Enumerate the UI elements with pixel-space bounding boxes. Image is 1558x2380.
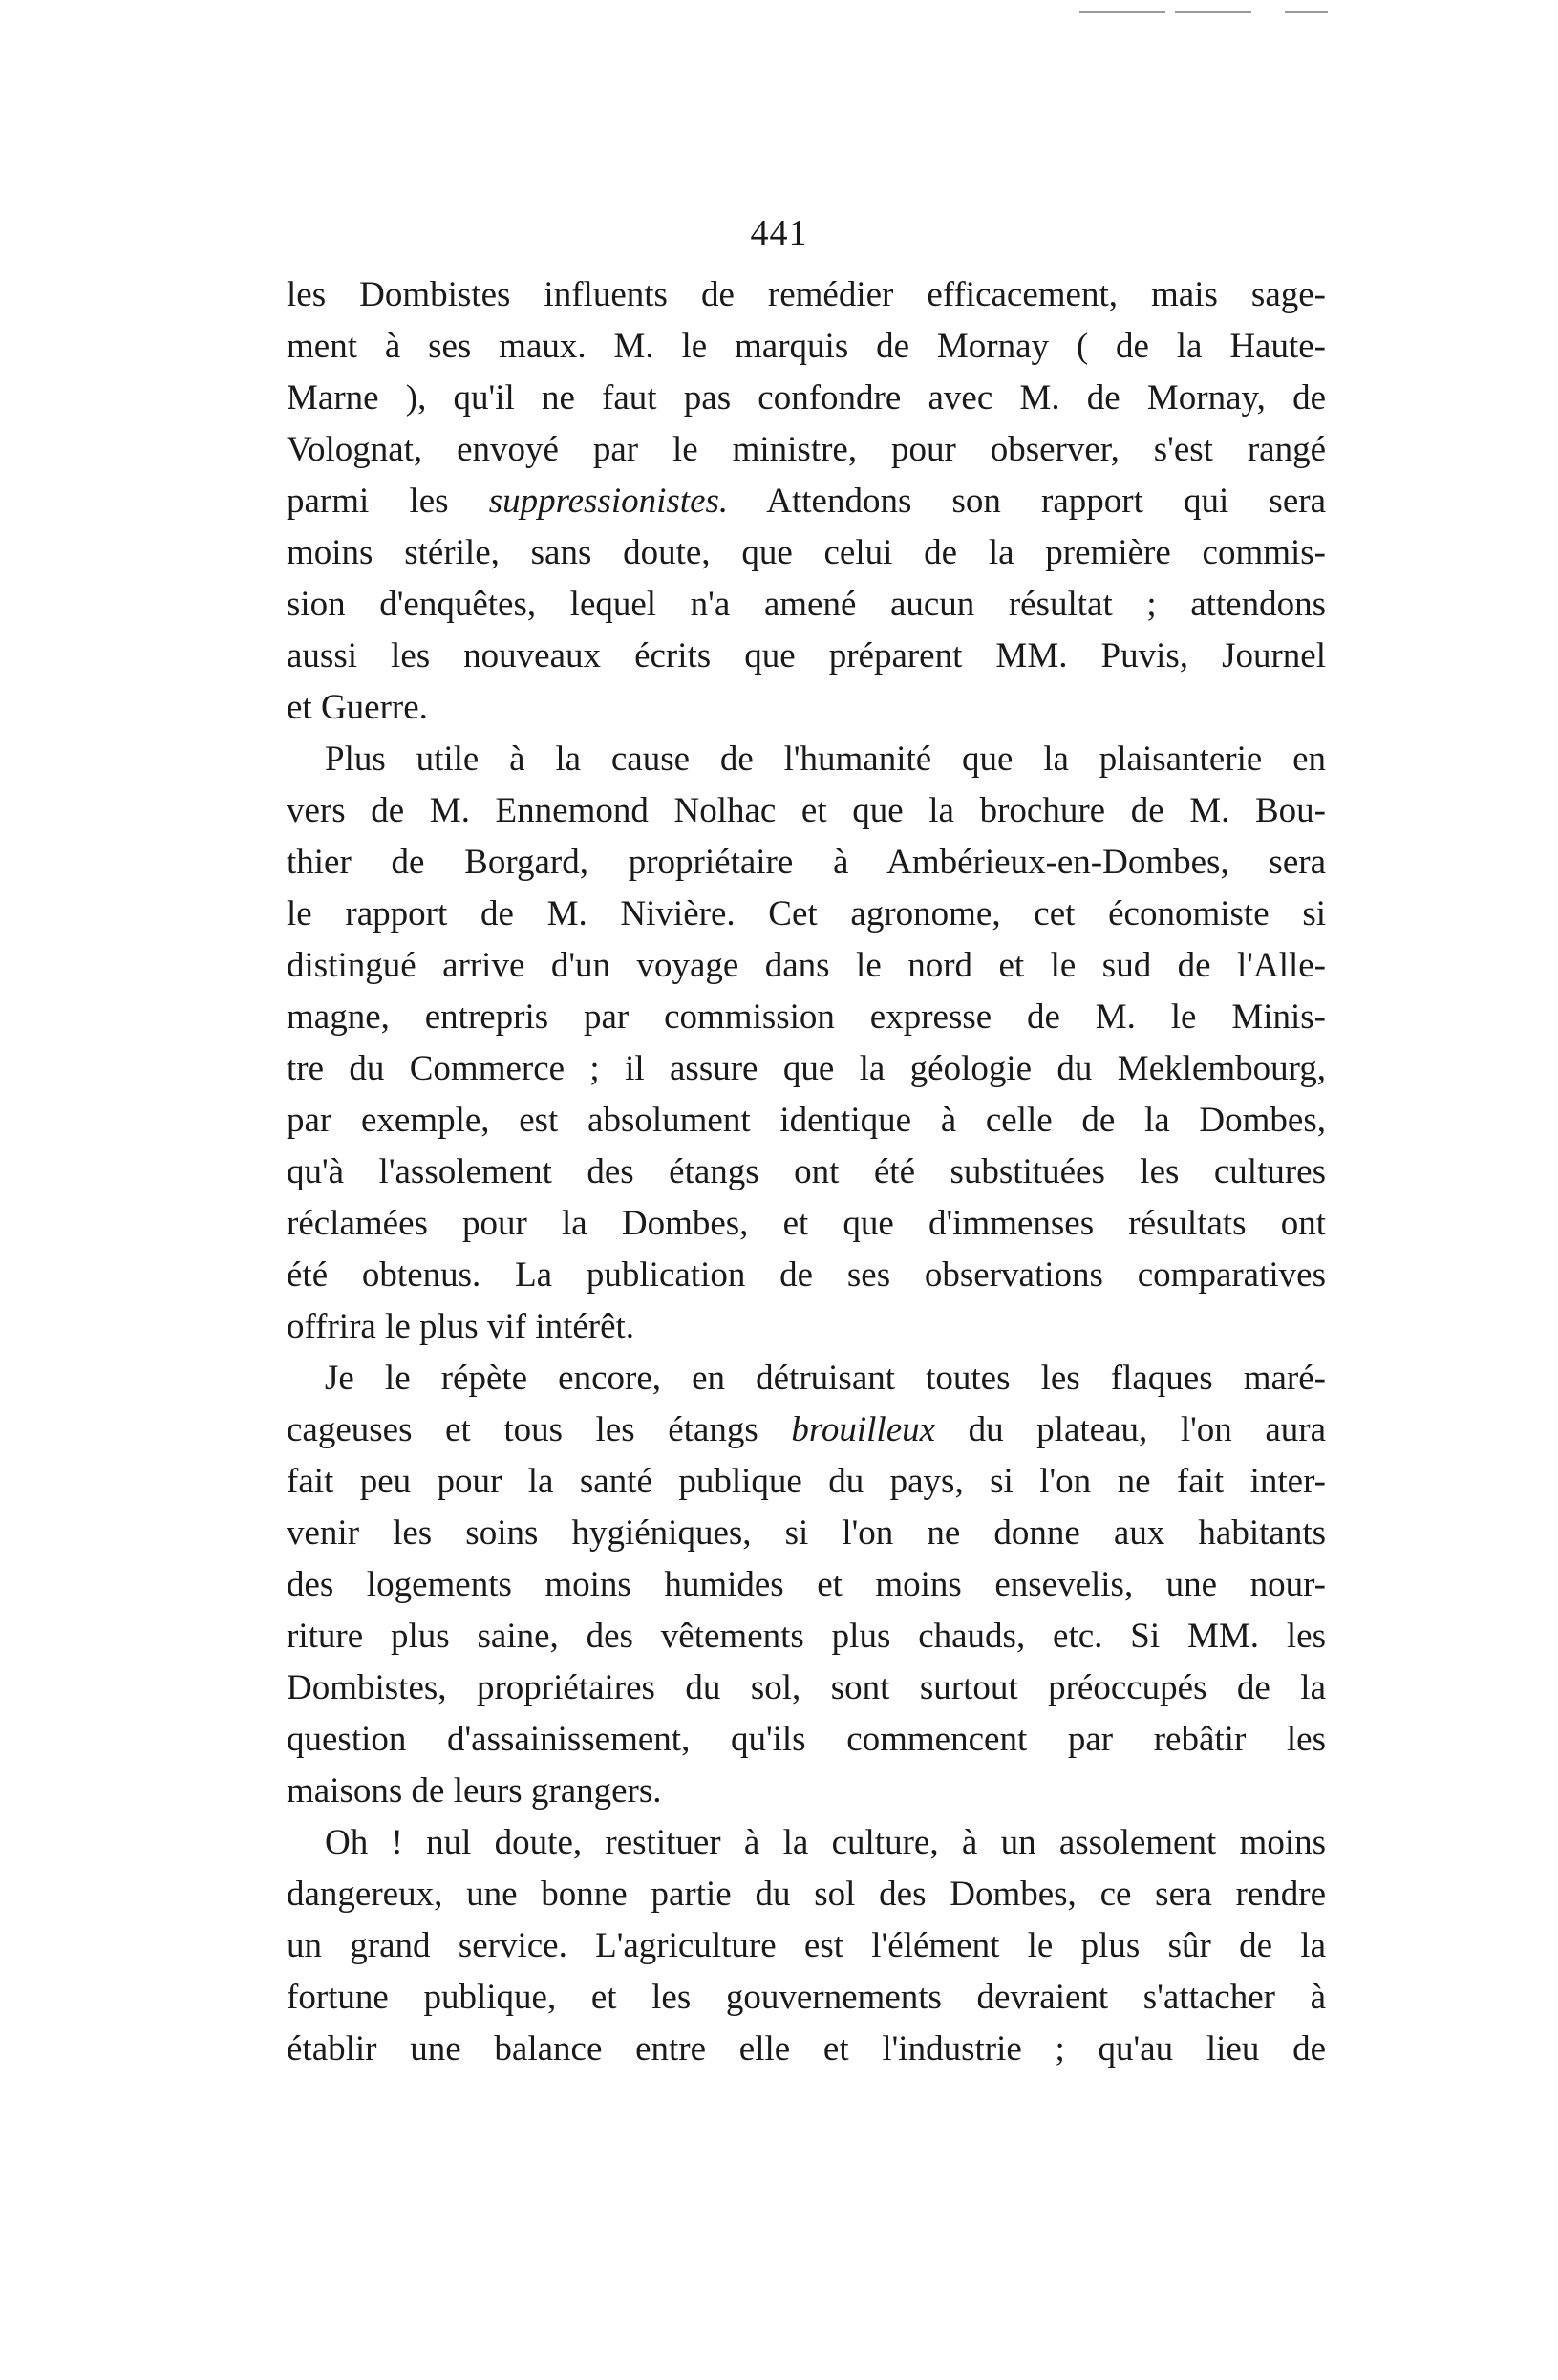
text-line: [287, 631, 1326, 682]
page-text-body: [287, 269, 1326, 2075]
text-line: [287, 1301, 1326, 1353]
text-line: [287, 682, 1326, 734]
text-segment: Oh ! nul doute, restituer à la culture, à un assolement moins: [325, 1823, 1326, 1862]
text-segment: établir une balance entre elle et l'industrie ; qu'au lieu de: [287, 2029, 1326, 2069]
text-line: [287, 579, 1326, 631]
text-segment: offrira le plus vif intérêt.: [287, 1307, 635, 1346]
text-line: [287, 476, 1326, 527]
text-segment: question d'assainissement, qu'ils commencent par rebâtir les: [287, 1720, 1326, 1759]
text-segment: Volognat, envoyé par le ministre, pour observer, s'est rangé: [287, 430, 1326, 469]
text-line: [287, 1611, 1326, 1662]
text-line: [287, 1662, 1326, 1714]
text-segment: les Dombistes influents de remédier efficacement, mais sage-: [287, 275, 1326, 314]
text-segment: aussi les nouveaux écrits que préparent MM. Puvis, Journel: [287, 636, 1326, 675]
text-line: [287, 269, 1326, 321]
text-line: [287, 1972, 1326, 2024]
text-segment: fait peu pour la santé publique du pays, si l'on ne fait inter-: [287, 1462, 1326, 1501]
scan-artifact-line: [1175, 11, 1251, 13]
text-segment: un grand service. L'agriculture est l'élément le plus sûr de la: [287, 1926, 1326, 1965]
text-line: [287, 1714, 1326, 1766]
text-segment: qu'à l'assolement des étangs ont été substituées les cultures: [287, 1152, 1326, 1191]
text-line: [287, 1353, 1326, 1404]
text-line: [287, 1559, 1326, 1611]
paragraph: [287, 1353, 1326, 1817]
text-segment: sion d'enquêtes, lequel n'a amené aucun résultat ; attendons: [287, 585, 1326, 624]
text-segment: été obtenus. La publication de ses observations comparatives: [287, 1255, 1326, 1295]
text-line: [287, 1869, 1326, 1920]
text-segment: par exemple, est absolument identique à celle de la Dombes,: [287, 1101, 1326, 1140]
scan-artifact-line: [1079, 11, 1165, 13]
text-segment: thier de Borgard, propriétaire à Ambérieux-en-Dombes, sera: [287, 843, 1326, 882]
text-line: [287, 1404, 1326, 1456]
text-segment: distingué arrive d'un voyage dans le nord et le sud de l'Alle-: [287, 946, 1326, 985]
text-segment: Dombistes, propriétaires du sol, sont surtout préoccupés de la: [287, 1668, 1326, 1707]
page-number: 441: [750, 213, 808, 253]
text-line: [287, 373, 1326, 424]
text-line: [287, 1766, 1326, 1817]
text-line: [287, 734, 1326, 785]
text-segment: magne, entrepris par commission expresse de M. le Minis-: [287, 997, 1326, 1037]
text-segment: du plateau, l'on aura: [935, 1410, 1326, 1449]
text-line: [287, 1920, 1326, 1972]
text-line: [287, 940, 1326, 992]
text-line: [287, 1095, 1326, 1147]
text-line: [287, 1147, 1326, 1198]
text-segment: tre du Commerce ; il assure que la géologie du Meklembourg,: [287, 1049, 1326, 1088]
text-line: [287, 837, 1326, 889]
text-line: [287, 424, 1326, 476]
text-line: [287, 785, 1326, 837]
text-segment: Marne ), qu'il ne faut pas confondre avec M. de Mornay, de: [287, 378, 1326, 418]
text-line: [287, 1456, 1326, 1508]
text-segment: le rapport de M. Nivière. Cet agronome, cet économiste si: [287, 894, 1326, 933]
text-segment: vers de M. Ennemond Nolhac et que la brochure de M. Bou-: [287, 791, 1326, 830]
text-line: [287, 992, 1326, 1043]
text-segment: ment à ses maux. M. le marquis de Mornay ( de la Haute-: [287, 327, 1326, 366]
paragraph: [287, 269, 1326, 734]
paragraph: [287, 1817, 1326, 2075]
text-line: [287, 1198, 1326, 1250]
italic-text: suppressionistes.: [488, 482, 729, 521]
text-segment: venir les soins hygiéniques, si l'on ne donne aux habitants: [287, 1513, 1326, 1553]
text-segment: et Guerre.: [287, 688, 428, 727]
text-segment: moins stérile, sans doute, que celui de la première commis-: [287, 533, 1326, 572]
text-segment: parmi les: [287, 482, 489, 521]
text-segment: fortune publique, et les gouvernements devraient s'attacher à: [287, 1978, 1326, 2017]
text-line: [287, 889, 1326, 940]
text-segment: réclamées pour la Dombes, et que d'immenses résultats ont: [287, 1204, 1326, 1243]
paragraph: [287, 734, 1326, 1353]
text-segment: riture plus saine, des vêtements plus chauds, etc. Si MM. les: [287, 1617, 1326, 1656]
text-segment: des logements moins humides et moins ensevelis, une nour-: [287, 1565, 1326, 1604]
text-line: [287, 1043, 1326, 1095]
text-line: [287, 527, 1326, 579]
scan-artifact-line: [1285, 11, 1328, 13]
text-line: [287, 1817, 1326, 1869]
italic-text: brouilleux: [791, 1410, 936, 1449]
text-segment: dangereux, une bonne partie du sol des Dombes, ce sera rendre: [287, 1875, 1326, 1914]
text-segment: maisons de leurs grangers.: [287, 1771, 662, 1811]
text-line: [287, 2024, 1326, 2075]
text-line: [287, 321, 1326, 373]
text-segment: cageuses et tous les étangs: [287, 1410, 792, 1449]
text-segment: Attendons son rapport qui sera: [728, 482, 1326, 521]
text-segment: Je le répète encore, en détruisant toutes les flaques maré-: [325, 1359, 1326, 1398]
text-segment: Plus utile à la cause de l'humanité que la plaisanterie en: [325, 740, 1326, 779]
text-line: [287, 1508, 1326, 1559]
text-line: [287, 1250, 1326, 1301]
